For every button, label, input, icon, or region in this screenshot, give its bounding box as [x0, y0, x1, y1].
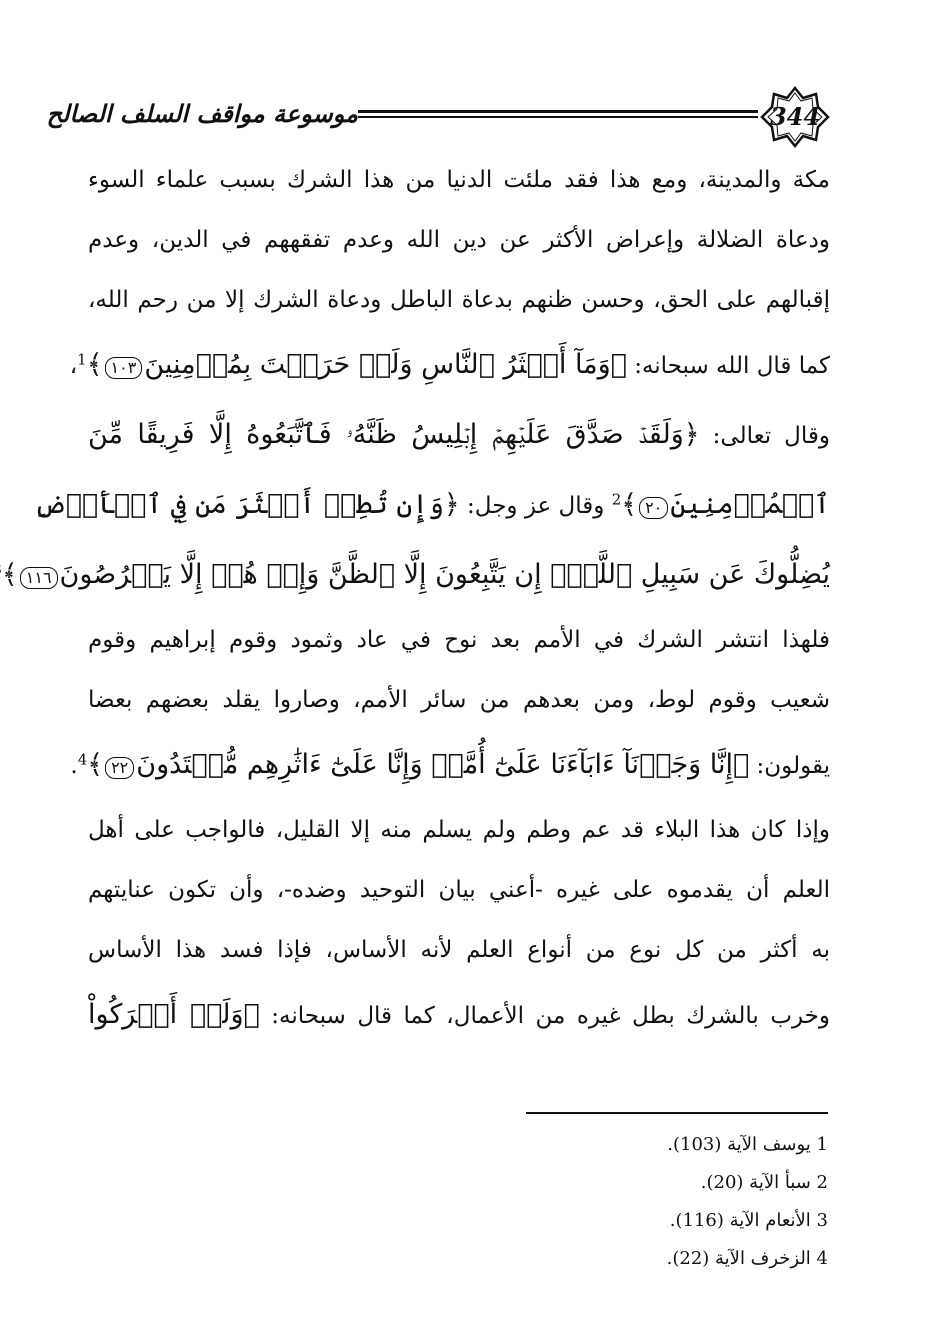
footnote-text: الزخرف الآية (22). — [666, 1248, 811, 1269]
text-line — [88, 150, 830, 210]
text-line — [88, 400, 830, 470]
prose-text: وقال تعالى: — [699, 423, 830, 449]
prose-text: ودعاة الضلالة وإعراض الأكثر عن دين الله وعدم تفقههم في الدين، وعدم — [88, 227, 830, 253]
footnote-text: يوسف الآية (103). — [667, 1134, 811, 1155]
prose-text: مكة والمدينة، ومع هذا فقد ملئت الدنيا من هذا الشرك بسبب علماء السوء — [88, 167, 830, 193]
text-line — [88, 610, 830, 670]
footnote-ref: 1 — [77, 350, 87, 369]
prose-text: . — [70, 753, 78, 779]
footnote-separator — [526, 1112, 828, 1114]
text-line — [88, 210, 830, 270]
quran-verse: ﴿إِنَّا وَجَدۡنَآ ءَابَآءَنَا عَلَىٰٓ أُمَّةٖ وَإِنَّا عَلَىٰٓ ءَاثَٰرِهِم مُّهۡتَدُونَ — [136, 749, 750, 780]
footnote-number: 4 — [816, 1248, 828, 1269]
prose-text: وقال عز وجل: — [459, 493, 612, 519]
text-line — [88, 670, 830, 730]
quran-verse: ﴿وَلَوۡ أَشۡرَكُواْ — [88, 999, 260, 1030]
footnote — [500, 1126, 828, 1164]
footnote-text: سبأ الآية (20). — [700, 1172, 811, 1193]
ayah-number: ١١٦ — [20, 567, 58, 589]
page-header — [46, 86, 830, 148]
footnote-number: 1 — [816, 1134, 828, 1155]
quran-verse: يُضِلُّوكَ عَن سَبِيلِ ٱللَّهِۚ إِن يَتَّبِعُونَ إِلَّا ٱلظَّنَّ وَإِنۡ هُمۡ إِلَّا يَخۡرُصُونَ — [59, 559, 830, 590]
footnote-text: الأنعام الآية (116). — [669, 1210, 811, 1231]
footnotes — [500, 1126, 828, 1278]
text-line — [88, 920, 830, 980]
quran-verse: ﴾ — [1, 559, 18, 590]
ayah-number: ٢٠ — [639, 497, 668, 519]
text-line — [88, 860, 830, 920]
prose-text: فلهذا انتشر الشرك في الأمم بعد نوح في عاد وثمود وقوم إبراهيم وقوم — [88, 627, 830, 653]
ayah-number: ٢٢ — [105, 757, 134, 779]
prose-text: ، — [69, 353, 78, 379]
footnote-ref: 4 — [77, 750, 88, 769]
quran-verse: ﴿وَمَآ أَكۡثَرُ ٱلنَّاسِ وَلَوۡ حَرَصۡتَ بِمُؤۡمِنِينَ — [144, 349, 627, 380]
ayah-number: ١٠٣ — [105, 357, 143, 379]
book-title: موسوعة مواقف السلف الصالح — [46, 99, 358, 128]
text-line — [69, 330, 830, 400]
text-line — [70, 730, 830, 800]
footnote — [500, 1240, 828, 1278]
prose-text: إقبالهم على الحق، وحسن ظنهم بدعاة الباطل ودعاة الشرك إلا من رحم الله، — [88, 287, 830, 313]
text-line — [1, 540, 830, 610]
quran-verse: ﴿وَلَقَدۡ صَدَّقَ عَلَيۡهِمۡ إِبۡلِيسُ ظَنَّهُۥ فَٱتَّبَعُوهُ إِلَّا فَرِيقًا مِّنَ — [88, 419, 700, 450]
prose-text: به أكثر من كل نوع من أنواع العلم لأنه الأساس، فإذا فسد هذا الأساس — [88, 937, 830, 963]
footnote-number: 2 — [816, 1172, 828, 1193]
text-line — [88, 800, 830, 860]
prose-text: يقولون: — [749, 753, 830, 779]
prose-text: وإذا كان هذا البلاء قد عم وطم ولم يسلم منه إلا القليل، فالواجب على أهل — [88, 817, 830, 843]
quran-verse: ٱلۡمُؤۡمِنِينَ — [670, 489, 830, 520]
text-line — [88, 980, 830, 1050]
footnote — [500, 1202, 828, 1240]
prose-text: العلم أن يقدموه على غيره -أعني بيان التوحيد وضده-، وأن تكون عنايتهم — [88, 877, 830, 903]
prose-text: كما قال الله سبحانه: — [626, 353, 830, 379]
body-text — [1, 150, 830, 1050]
prose-text: شعيب وقوم لوط، ومن بعدهم من سائر الأمم، وصاروا يقلد بعضهم بعضا — [88, 687, 830, 713]
header-rule — [358, 110, 758, 120]
quran-verse: ﴾ — [621, 489, 638, 520]
quran-verse: ﴾ — [87, 749, 104, 780]
footnote-number: 3 — [816, 1210, 828, 1231]
prose-text: وخرب بالشرك بطل غيره من الأعمال، كما قال سبحانه: — [259, 1003, 830, 1029]
quran-verse: ﴾ — [86, 349, 103, 380]
page-number-badge — [760, 86, 830, 148]
page-number: 344 — [769, 102, 821, 131]
footnote — [500, 1164, 828, 1202]
text-line — [34, 470, 830, 540]
quran-verse: ﴿وَإِن تُطِعۡ أَكۡثَرَ مَن فِي ٱلۡأَرۡضِ — [34, 489, 460, 520]
footnote-ref: 2 — [611, 490, 622, 509]
text-line — [88, 270, 830, 330]
